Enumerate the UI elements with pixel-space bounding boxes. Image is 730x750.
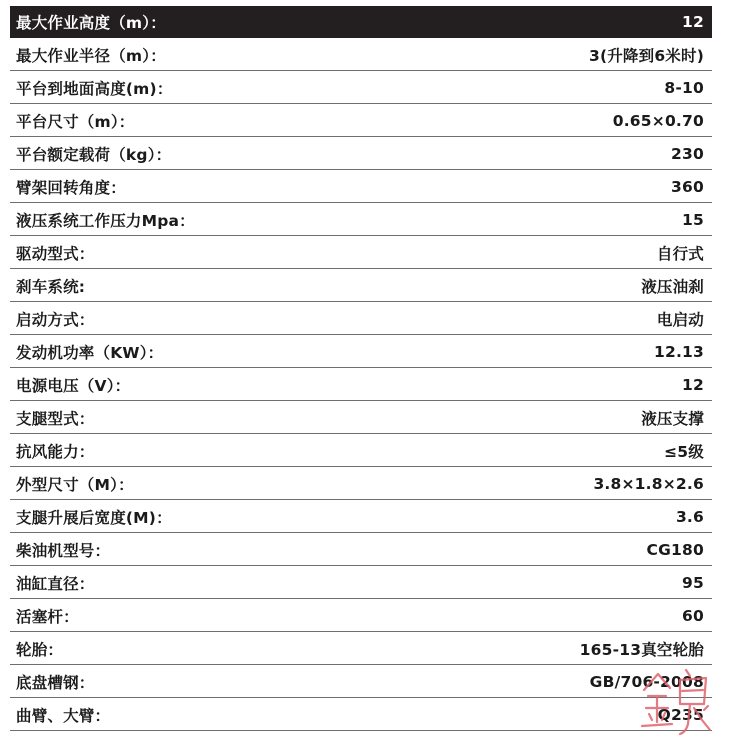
spec-value: 3.8×1.8×2.6 — [593, 474, 704, 493]
spec-row — [10, 402, 712, 434]
spec-label: 支腿升展后宽度(M)： — [16, 508, 172, 527]
spec-row — [10, 567, 712, 599]
spec-row — [10, 105, 712, 137]
spec-value: 自行式 — [656, 244, 704, 263]
spec-value: 12 — [682, 13, 704, 31]
spec-label: 最大作业高度（m）： — [16, 14, 166, 32]
spec-value: 95 — [682, 573, 704, 592]
spec-label: 臂架回转角度： — [16, 178, 126, 197]
spec-value: ≤5级 — [664, 442, 704, 461]
spec-value: 12.13 — [653, 342, 704, 361]
spec-row — [10, 39, 712, 71]
spec-label: 柴油机型号： — [16, 541, 111, 560]
spec-label: 发动机功率（KW）： — [16, 343, 164, 362]
spec-row — [10, 369, 712, 401]
spec-value: 12 — [682, 375, 704, 394]
spec-value: Q235 — [657, 705, 704, 724]
spec-label: 平台额定载荷（kg）： — [16, 145, 172, 164]
spec-value: 60 — [682, 606, 704, 625]
spec-row — [10, 534, 712, 566]
spec-row — [10, 501, 712, 533]
spec-label: 底盘槽钢： — [16, 673, 95, 692]
spec-row — [10, 204, 712, 236]
spec-label: 平台到地面高度(m)： — [16, 79, 173, 98]
spec-row — [10, 336, 712, 368]
spec-label: 液压系统工作压力Mpa： — [16, 211, 195, 230]
spec-label: 支腿型式： — [16, 409, 95, 428]
spec-row — [10, 237, 712, 269]
spec-value: 3(升降到6米时) — [588, 46, 704, 65]
spec-row — [10, 600, 712, 632]
spec-row — [10, 468, 712, 500]
spec-table — [10, 6, 712, 732]
spec-label: 电源电压（V）： — [16, 376, 131, 395]
spec-value: 3.6 — [675, 507, 704, 526]
spec-value: 165-13真空轮胎 — [579, 640, 704, 659]
spec-label: 平台尺寸（m）： — [16, 112, 135, 131]
spec-label: 刹车系统: — [16, 277, 86, 296]
spec-row — [10, 171, 712, 203]
spec-label: 最大作业半径（m）： — [16, 46, 166, 65]
spec-value: CG180 — [646, 540, 704, 559]
spec-row — [10, 699, 712, 731]
spec-row-header — [10, 6, 712, 38]
spec-row — [10, 270, 712, 302]
spec-label: 油缸直径： — [16, 574, 95, 593]
spec-value: 230 — [671, 144, 704, 163]
spec-row — [10, 303, 712, 335]
spec-label: 驱动型式： — [16, 244, 95, 263]
spec-label: 启动方式： — [16, 310, 95, 329]
spec-row — [10, 72, 712, 104]
spec-value: 液压支撑 — [641, 409, 704, 428]
spec-row — [10, 435, 712, 467]
spec-value: 8-10 — [664, 78, 704, 97]
spec-label: 轮胎： — [16, 640, 64, 659]
spec-label: 活塞杆： — [16, 607, 79, 626]
spec-label: 曲臂、大臂： — [16, 706, 111, 725]
spec-row — [10, 633, 712, 665]
spec-value: 0.65×0.70 — [612, 111, 704, 130]
spec-value: 360 — [671, 177, 704, 196]
spec-value: GB/706-2008 — [589, 672, 704, 691]
spec-label: 外型尺寸（M）： — [16, 475, 134, 494]
spec-value: 液压油刹 — [641, 277, 704, 296]
spec-row — [10, 138, 712, 170]
spec-value: 15 — [682, 210, 704, 229]
spec-value: 电启动 — [656, 310, 704, 329]
spec-row — [10, 666, 712, 698]
spec-label: 抗风能力： — [16, 442, 95, 461]
